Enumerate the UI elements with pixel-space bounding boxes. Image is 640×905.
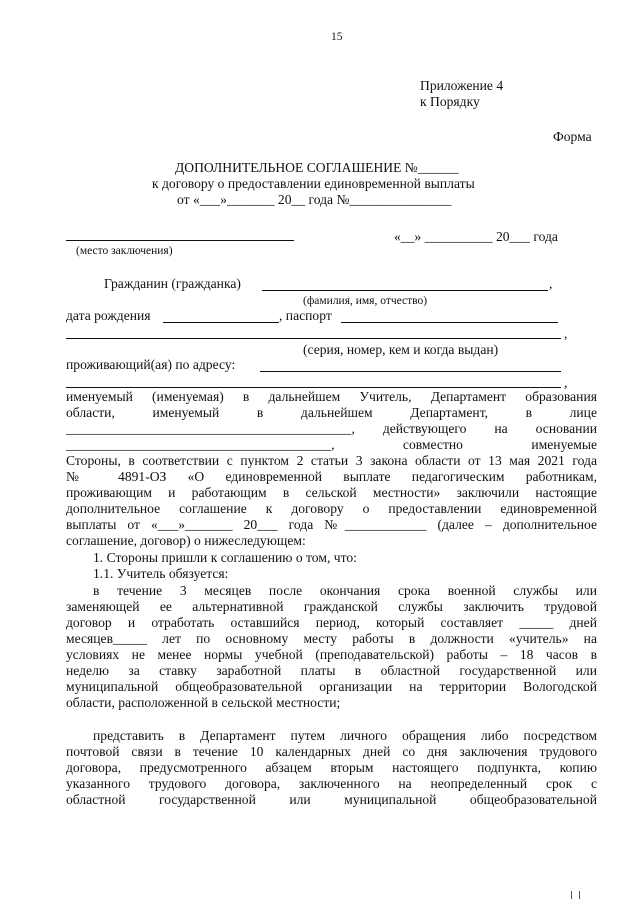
obligation-line: области, расположенной в сельской местности; [66,695,341,710]
appendix-line-2: к Порядку [420,94,480,109]
body-line: __________________________________________, действующего на основании [66,421,597,436]
form-label: Форма [553,129,592,144]
birth-date-label: дата рождения [66,308,151,323]
body-line: № 4891-ОЗ «О единовременной выплате педагогическим работникам, [66,469,597,484]
residence-label: проживающий(ая) по адресу: [66,357,236,372]
body-line: выплаты от «___»_______ 20___ года №____________ (далее – дополнительное [66,517,597,532]
obligation-line: муниципальной общеобразовательной организации на территории Вологодской [66,679,597,694]
document-title: ДОПОЛНИТЕЛЬНОЕ СОГЛАШЕНИЕ №______ [175,160,459,175]
passport-line-1 [341,322,558,323]
citizen-comma: , [549,276,553,291]
citizen-label: Гражданин (гражданка) [104,276,241,291]
body-line: именуемый (именуемая) в дальнейшем Учитель, Департамент образования [66,389,597,404]
residence-comma: , [564,375,568,390]
passport-label: , паспорт [279,308,332,323]
place-caption: (место заключения) [76,245,173,257]
title-line-3: от «___»_______ 20__ года №_______________ [177,192,452,207]
obligation-line: заменяющей ее альтернативной гражданской службы заключить трудовой [66,599,597,614]
appendix-line-1: Приложение 4 [420,78,504,93]
submission-line: договора, предусмотренного абзацем вторым настоящего подпункта, копию [66,760,597,775]
residence-line-1 [260,371,561,372]
place-blank-line [66,240,294,241]
passport-caption: (серия, номер, кем и когда выдан) [303,342,499,357]
body-line: соглашение, договор) о нижеследующем: [66,533,306,548]
body-line: области, именуемый в дальнейшем Департамент, в лице [66,405,597,420]
obligation-line: месяцев_____ лет по основному месту работы в должности «учитель» на [66,631,597,646]
title-line-2: к договору о предоставлении единовременной выплаты [152,176,475,191]
clause-1: 1. Стороны пришли к соглашению о том, что: [93,550,357,565]
submission-line: почтовой связи в течение 10 календарных дней со дня заключения трудового [66,744,597,759]
clause-1-1: 1.1. Учитель обязуется: [93,566,229,581]
scan-mark [571,891,572,899]
citizen-name-line [262,290,548,291]
obligation-line: договор и отработать оставшийся период, который составляет _____ дней [66,615,597,630]
body-line: проживающим и работающим в сельской местности» заключили настоящие [66,485,597,500]
page-number: 15 [331,31,343,43]
submission-line: представить в Департамент путем личного обращения либо посредством [93,728,597,743]
passport-line-2 [66,338,561,339]
obligation-line: условиях не менее нормы учебной (преподавательской) работы – 18 часов в [66,647,597,662]
obligation-line: неделю за ставку заработной платы в областной государственной или [66,663,597,678]
submission-line: указанного трудового договора, заключенного на неопределенный срок с [66,776,597,791]
agreement-date: «__» __________ 20___ года [394,229,558,244]
body-line: дополнительное соглашение к договору о предоставлении единовременной [66,501,597,516]
body-line: _______________________________________, совместно именуемые [66,437,597,452]
submission-line: областной государственной или муниципальной общеобразовательной [66,792,597,807]
obligation-line: в течение 3 месяцев после окончания срока военной службы или [93,583,597,598]
citizen-caption: (фамилия, имя, отчество) [303,295,428,307]
birth-date-line [163,322,279,323]
residence-line-2 [66,387,561,388]
scan-mark [579,891,580,899]
passport-comma: , [564,326,568,341]
body-line: Стороны, в соответствии с пунктом 2 статьи 3 закона области от 13 мая 2021 года [66,453,597,468]
